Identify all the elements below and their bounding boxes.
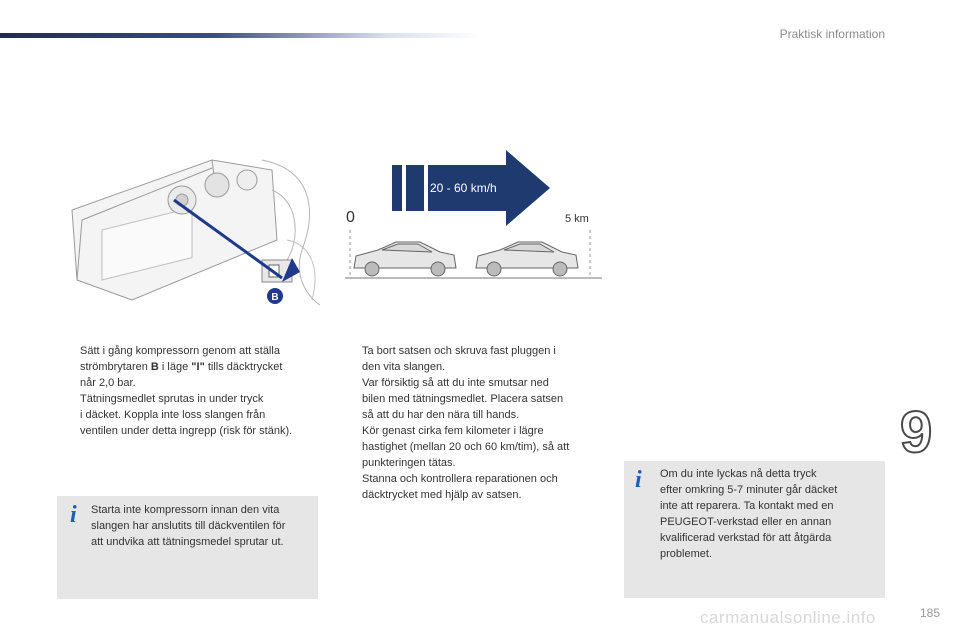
left-step-line6: ventilen under detta ingrepp (risk för stänk).	[80, 425, 293, 437]
section-title: Praktisk information	[779, 27, 885, 41]
left-step-line2: strömbrytaren B i läge "I" tills däcktrycket	[80, 361, 283, 373]
info-right-line2: efter omkring 5-7 minuter går däcket	[660, 484, 838, 496]
left-step-line1: Sätt i gång kompressorn genom att ställa	[80, 345, 280, 357]
watermark: carmanualsonline.info	[700, 608, 876, 627]
info-left-line1: Starta inte kompressorn innan den vita	[91, 504, 280, 516]
info-right-line3: inte att reparera. Ta kontakt med en	[660, 500, 834, 512]
driving-illustration	[340, 150, 605, 285]
step2-line3: punkteringen tätas.	[362, 457, 456, 469]
step3-line1: Stanna och kontrollera reparationen och	[362, 473, 558, 485]
step1-line2: den vita slangen.	[362, 361, 446, 373]
left-step-line4: Tätningsmedlet sprutas in under tryck	[80, 393, 264, 405]
start-distance-label: 0	[346, 209, 355, 226]
callout-b-label: B	[271, 292, 279, 303]
step1-line1: Ta bort satsen och skruva fast pluggen i	[362, 345, 556, 357]
step1-line4: bilen med tätningsmedlet. Placera satsen	[362, 393, 564, 405]
step3-line2: däcktrycket med hjälp av satsen.	[362, 489, 522, 501]
step2-line2: hastighet (mellan 20 och 60 km/tim), så att	[362, 441, 570, 453]
chapter-number: 9	[900, 400, 933, 465]
info-right-line4: PEUGEOT-verkstad eller en annan	[660, 516, 832, 528]
switch-b-label: B	[150, 361, 159, 373]
page-number: 185	[919, 606, 940, 620]
step-remove-kit	[342, 343, 612, 423]
step1-line5: så att du har den nära till hands.	[362, 409, 520, 421]
end-distance-label: 5 km	[565, 213, 589, 225]
info-box-right	[624, 461, 885, 598]
left-step	[60, 343, 330, 439]
left-step-line5: i däcket. Koppla inte loss slangen från	[80, 409, 266, 421]
step-check	[342, 471, 612, 503]
compressor-illustration	[62, 150, 322, 310]
middle-steps	[342, 343, 612, 503]
info-right-line6: problemet.	[660, 548, 712, 560]
info-text-right	[660, 466, 882, 562]
info-text-left	[91, 502, 316, 550]
info-box-left	[57, 496, 318, 599]
step2-line1: Kör genast cirka fem kilometer i lägre	[362, 425, 544, 437]
info-icon: i	[635, 467, 642, 493]
header-bar	[0, 33, 480, 38]
info-left-line2: slangen har anslutits till däckventilen för	[91, 520, 286, 532]
left-step-line3: når 2,0 bar.	[80, 377, 136, 389]
step-drive	[342, 423, 612, 471]
info-right-line1: Om du inte lyckas nå detta tryck	[660, 468, 817, 480]
info-left-line3: att undvika att tätningsmedel sprutar ut.	[91, 536, 284, 548]
info-icon: i	[70, 502, 77, 528]
position-label: "I"	[191, 361, 205, 373]
info-right-line5: kvalificerad verkstad för att åtgärda	[660, 532, 832, 544]
step1-line3: Var försiktig så att du inte smutsar ned	[362, 377, 549, 389]
speed-label: 20 - 60 km/h	[430, 181, 497, 195]
